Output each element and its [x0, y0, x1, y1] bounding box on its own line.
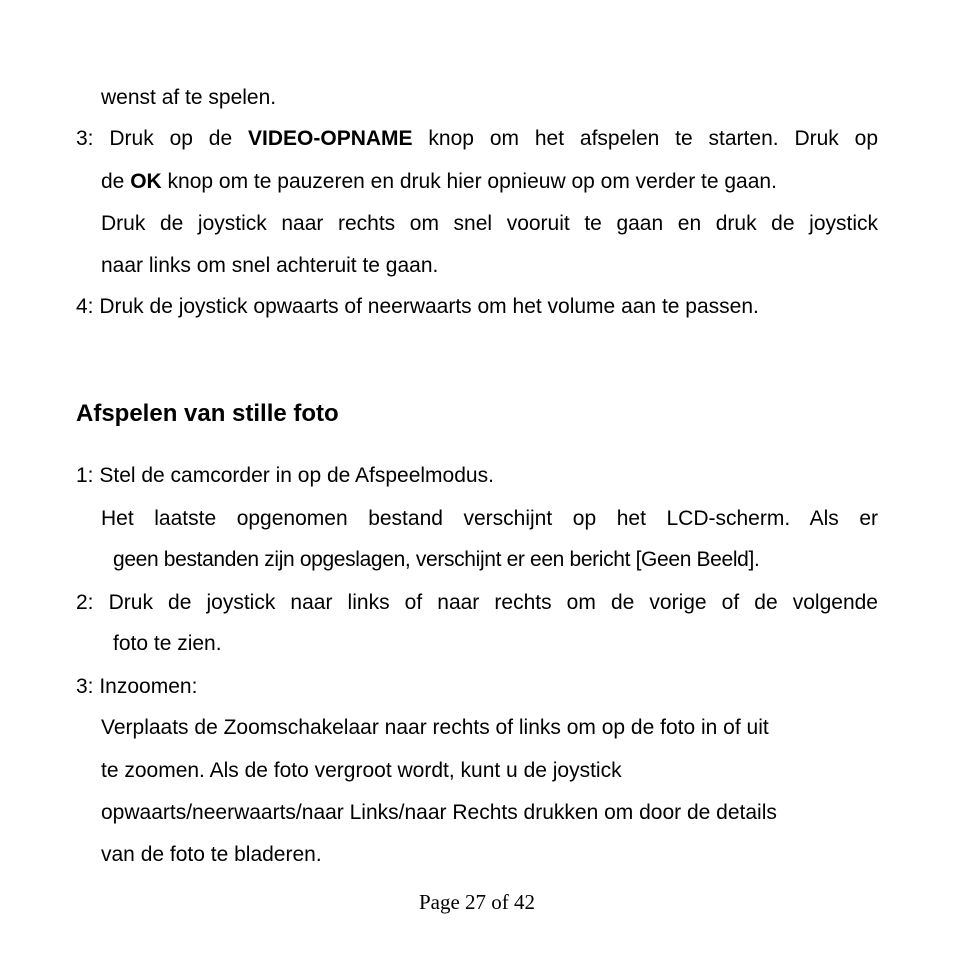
ok-label: OK: [130, 170, 162, 193]
section-heading: Afspelen van stille foto: [76, 400, 339, 427]
photo-step2-line1: 2: Druk de joystick naar links of naar rechts om de vorige of de volgende: [76, 591, 878, 614]
step3-line4: naar links om snel achteruit te gaan.: [101, 254, 439, 277]
step3-line1: [76, 126, 878, 152]
photo-step3: 3: Inzoomen:: [76, 675, 198, 698]
continuation-text: wenst af te spelen.: [101, 86, 277, 109]
photo-step3-desc-line4: van de foto te bladeren.: [101, 843, 322, 866]
photo-step3-desc-line2: te zoomen. Als de foto vergroot wordt, kunt u de joystick: [101, 759, 622, 782]
page-number: Page 27 of 42: [418, 890, 536, 914]
step3-line2-pre: de: [101, 170, 131, 193]
step3-prefix: 3: Druk op de: [76, 127, 249, 150]
step3-line2-post: knop om te pauzeren en druk hier opnieuw op om verder te gaan.: [161, 170, 777, 193]
step4-text: 4: Druk de joystick opwaarts of neerwaarts om het volume aan te passen.: [76, 295, 759, 318]
step3-line2: [101, 169, 777, 195]
step3-mid: knop om het afspelen te starten. Druk op: [412, 127, 879, 150]
step3-line3: Druk de joystick naar rechts om snel vooruit te gaan en druk de joystick: [101, 212, 878, 235]
photo-step1: 1: Stel de camcorder in op de Afspeelmodus.: [76, 464, 494, 487]
photo-step3-desc-line3: opwaarts/neerwaarts/naar Links/naar Rechts drukken om door de details: [101, 801, 777, 824]
photo-step2-line2: foto te zien.: [113, 632, 222, 655]
photo-step1-desc-line1: Het laatste opgenomen bestand verschijnt op het LCD-scherm. Als er: [101, 507, 878, 530]
video-opname-label: VIDEO-OPNAME: [248, 127, 413, 150]
photo-step1-desc-line2: geen bestanden zijn opgeslagen, verschijnt er een bericht [Geen Beeld].: [113, 548, 760, 571]
photo-step3-desc-line1: Verplaats de Zoomschakelaar naar rechts of links om op de foto in of uit: [101, 716, 769, 739]
